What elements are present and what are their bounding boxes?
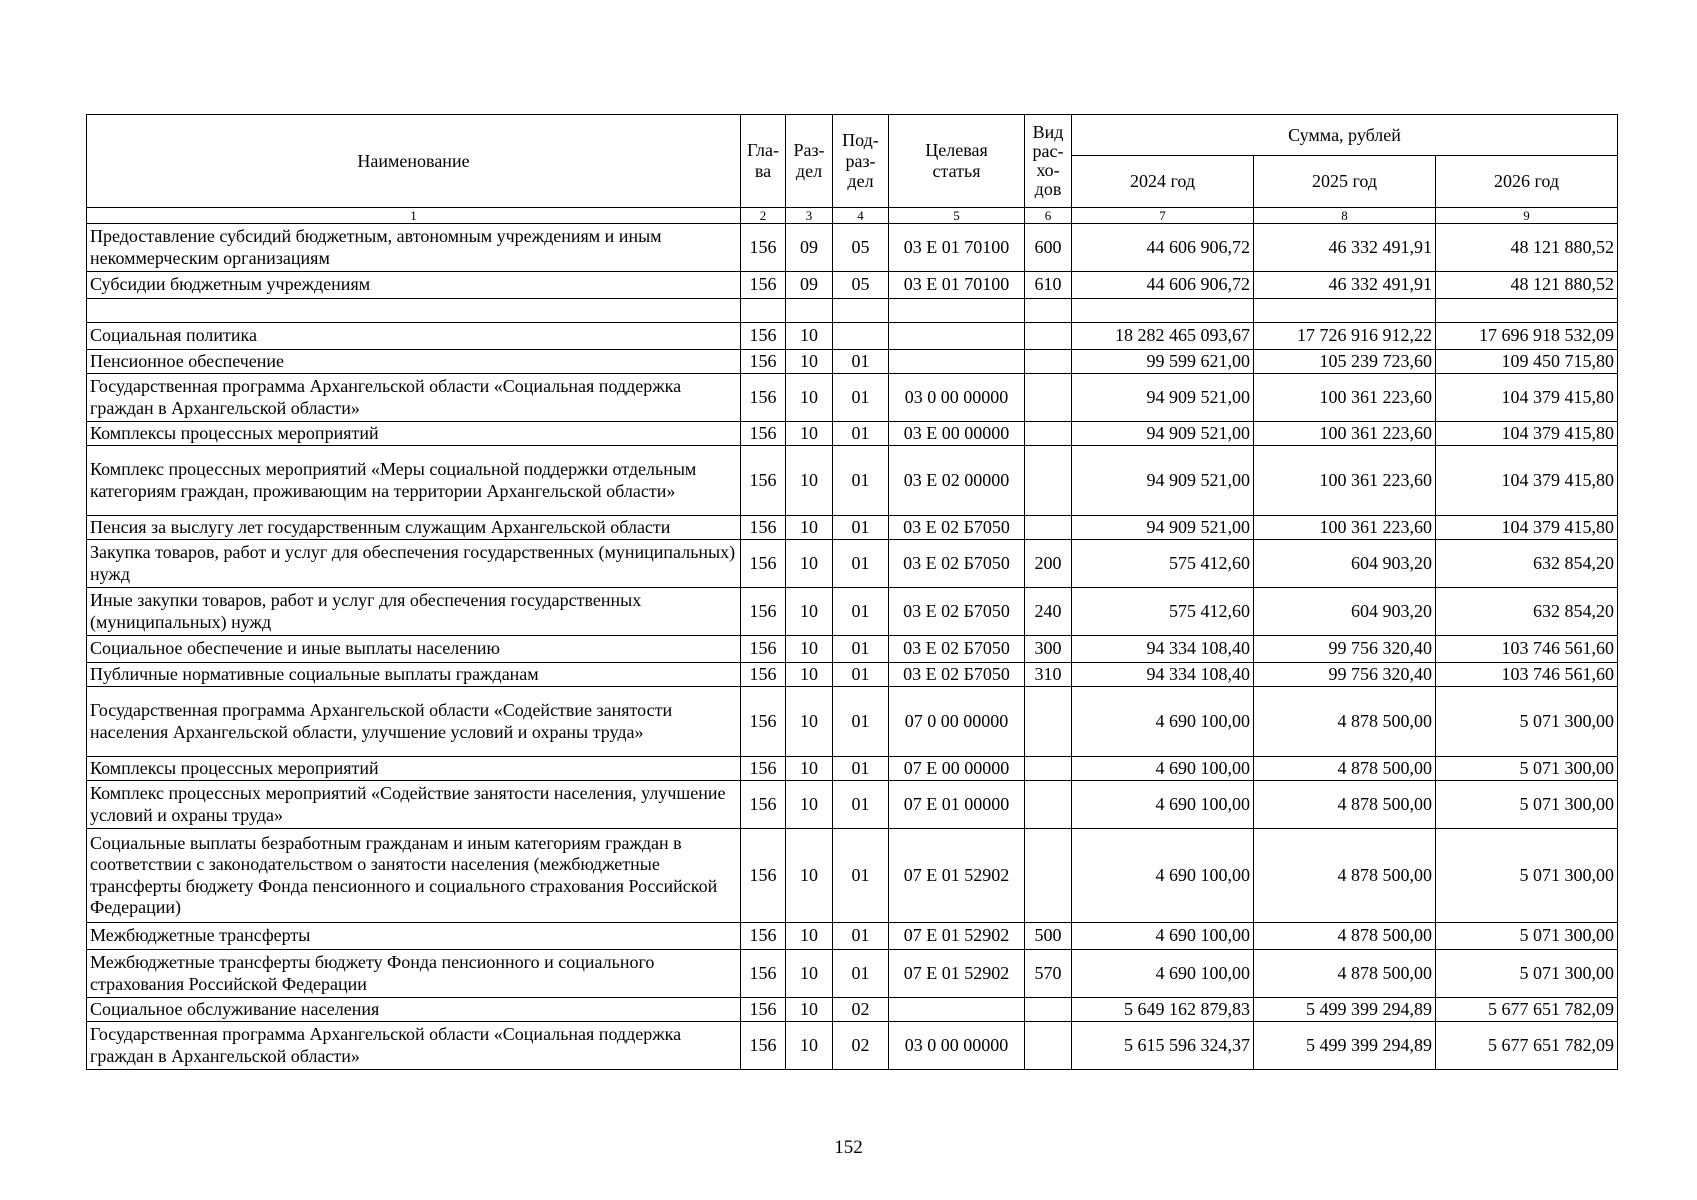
cell-celevaya-statya: 03 Е 02 Б7050 <box>889 636 1025 663</box>
header-year-2026: 2026 год <box>1436 156 1618 208</box>
budget-table <box>86 114 1618 1070</box>
cell-podrazdel: 02 <box>833 998 889 1022</box>
cell-vid-rashodov <box>1025 998 1072 1022</box>
cell-podrazdel: 01 <box>833 540 889 588</box>
table-header <box>87 115 1618 224</box>
cell-celevaya-statya: 03 Е 02 Б7050 <box>889 540 1025 588</box>
cell-glava: 156 <box>741 516 786 540</box>
table-row <box>87 781 1618 829</box>
cell-razdel: 09 <box>786 224 833 272</box>
cell-sum-2026: 103 746 561,60 <box>1436 663 1618 687</box>
cell-sum-2025: 4 878 500,00 <box>1254 687 1436 757</box>
table-row <box>87 687 1618 757</box>
column-number: 4 <box>833 208 889 224</box>
cell-razdel: 10 <box>786 663 833 687</box>
column-number: 1 <box>87 208 741 224</box>
cell-celevaya-statya: 03 Е 02 00000 <box>889 446 1025 516</box>
cell-razdel: 10 <box>786 636 833 663</box>
cell-name: Предоставление субсидий бюджетным, автономным учреждениям и иным некоммерческим организациям <box>87 224 741 272</box>
cell-podrazdel: 02 <box>833 1022 889 1070</box>
cell-podrazdel: 01 <box>833 350 889 374</box>
cell-sum-2024: 18 282 465 093,67 <box>1072 323 1254 350</box>
cell-sum-2024: 5 649 162 879,83 <box>1072 998 1254 1022</box>
cell-sum-2025: 4 878 500,00 <box>1254 923 1436 950</box>
cell-vid-rashodov: 200 <box>1025 540 1072 588</box>
cell-sum-2024: 5 615 596 324,37 <box>1072 1022 1254 1070</box>
cell-podrazdel: 01 <box>833 588 889 636</box>
table-row <box>87 272 1618 299</box>
cell-sum-2026: 48 121 880,52 <box>1436 224 1618 272</box>
cell-sum-2026: 104 379 415,80 <box>1436 446 1618 516</box>
cell-sum-2024 <box>1072 299 1254 323</box>
cell-sum-2025: 4 878 500,00 <box>1254 781 1436 829</box>
cell-razdel: 10 <box>786 687 833 757</box>
cell-name: Социальные выплаты безработным гражданам и иным категориям граждан в соответствии с законодательством о занятости населения (межбюджетные трансферты бюджету Фонда пенсионного и социального страхования Российской Федерации) <box>87 829 741 923</box>
cell-sum-2025: 100 361 223,60 <box>1254 374 1436 422</box>
cell-sum-2025: 4 878 500,00 <box>1254 950 1436 998</box>
cell-celevaya-statya: 03 Е 02 Б7050 <box>889 663 1025 687</box>
cell-celevaya-statya: 03 0 00 00000 <box>889 1022 1025 1070</box>
table-row <box>87 829 1618 923</box>
header-razdel: Раз- дел <box>786 115 833 208</box>
cell-razdel: 10 <box>786 588 833 636</box>
cell-razdel: 10 <box>786 323 833 350</box>
cell-sum-2026: 5 071 300,00 <box>1436 757 1618 781</box>
cell-sum-2024: 94 334 108,40 <box>1072 636 1254 663</box>
cell-sum-2026: 632 854,20 <box>1436 540 1618 588</box>
cell-sum-2026: 5 071 300,00 <box>1436 829 1618 923</box>
table-row <box>87 540 1618 588</box>
cell-vid-rashodov <box>1025 687 1072 757</box>
column-number: 9 <box>1436 208 1618 224</box>
cell-name: Государственная программа Архангельской области «Содействие занятости населения Архангельской области, улучшение условий и охраны труда» <box>87 687 741 757</box>
table-row <box>87 950 1618 998</box>
cell-sum-2025: 5 499 399 294,89 <box>1254 1022 1436 1070</box>
cell-sum-2024: 94 909 521,00 <box>1072 422 1254 446</box>
cell-glava: 156 <box>741 540 786 588</box>
cell-sum-2025: 4 878 500,00 <box>1254 757 1436 781</box>
cell-podrazdel: 05 <box>833 272 889 299</box>
cell-glava: 156 <box>741 422 786 446</box>
cell-sum-2025: 46 332 491,91 <box>1254 224 1436 272</box>
cell-celevaya-statya <box>889 998 1025 1022</box>
cell-vid-rashodov <box>1025 757 1072 781</box>
cell-glava: 156 <box>741 923 786 950</box>
header-year-2025: 2025 год <box>1254 156 1436 208</box>
cell-glava: 156 <box>741 224 786 272</box>
cell-name <box>87 299 741 323</box>
cell-vid-rashodov: 500 <box>1025 923 1072 950</box>
cell-razdel: 10 <box>786 1022 833 1070</box>
cell-razdel <box>786 299 833 323</box>
cell-name: Социальное обслуживание населения <box>87 998 741 1022</box>
cell-sum-2025: 5 499 399 294,89 <box>1254 998 1436 1022</box>
cell-vid-rashodov: 600 <box>1025 224 1072 272</box>
cell-sum-2024: 44 606 906,72 <box>1072 224 1254 272</box>
cell-glava: 156 <box>741 374 786 422</box>
cell-name: Пенсионное обеспечение <box>87 350 741 374</box>
cell-name: Социальная политика <box>87 323 741 350</box>
cell-glava: 156 <box>741 950 786 998</box>
cell-glava: 156 <box>741 272 786 299</box>
table-row <box>87 323 1618 350</box>
cell-sum-2026: 5 677 651 782,09 <box>1436 1022 1618 1070</box>
cell-sum-2024: 94 909 521,00 <box>1072 374 1254 422</box>
header-podrazdel: Под- раз- дел <box>833 115 889 208</box>
cell-vid-rashodov: 240 <box>1025 588 1072 636</box>
table-row <box>87 422 1618 446</box>
cell-sum-2025: 46 332 491,91 <box>1254 272 1436 299</box>
cell-glava: 156 <box>741 350 786 374</box>
cell-sum-2025: 604 903,20 <box>1254 540 1436 588</box>
cell-sum-2025: 99 756 320,40 <box>1254 663 1436 687</box>
table-row <box>87 923 1618 950</box>
cell-glava: 156 <box>741 323 786 350</box>
cell-sum-2025: 100 361 223,60 <box>1254 446 1436 516</box>
cell-razdel: 10 <box>786 950 833 998</box>
header-summa: Сумма, рублей <box>1072 115 1618 156</box>
cell-name: Иные закупки товаров, работ и услуг для обеспечения государственных (муниципальных) нужд <box>87 588 741 636</box>
cell-vid-rashodov <box>1025 516 1072 540</box>
cell-name: Комплекс процессных мероприятий «Содействие занятости населения, улучшение условий и охраны труда» <box>87 781 741 829</box>
cell-sum-2026: 5 071 300,00 <box>1436 781 1618 829</box>
cell-razdel: 10 <box>786 540 833 588</box>
cell-vid-rashodov <box>1025 350 1072 374</box>
cell-glava: 156 <box>741 757 786 781</box>
cell-sum-2024: 575 412,60 <box>1072 588 1254 636</box>
cell-sum-2024: 4 690 100,00 <box>1072 781 1254 829</box>
cell-celevaya-statya: 07 0 00 00000 <box>889 687 1025 757</box>
cell-sum-2024: 94 909 521,00 <box>1072 446 1254 516</box>
cell-podrazdel: 01 <box>833 923 889 950</box>
cell-celevaya-statya: 07 Е 01 52902 <box>889 950 1025 998</box>
cell-podrazdel <box>833 299 889 323</box>
cell-glava: 156 <box>741 446 786 516</box>
cell-razdel: 10 <box>786 781 833 829</box>
cell-razdel: 10 <box>786 350 833 374</box>
column-number: 2 <box>741 208 786 224</box>
cell-podrazdel: 05 <box>833 224 889 272</box>
cell-vid-rashodov <box>1025 829 1072 923</box>
header-vid-rashodov: Вид рас- хо- дов <box>1025 115 1072 208</box>
cell-podrazdel: 01 <box>833 757 889 781</box>
cell-razdel: 10 <box>786 446 833 516</box>
cell-celevaya-statya: 07 Е 01 52902 <box>889 829 1025 923</box>
cell-sum-2025: 100 361 223,60 <box>1254 516 1436 540</box>
column-number: 5 <box>889 208 1025 224</box>
cell-podrazdel: 01 <box>833 687 889 757</box>
table-row <box>87 588 1618 636</box>
cell-name: Социальное обеспечение и иные выплаты населению <box>87 636 741 663</box>
cell-vid-rashodov: 310 <box>1025 663 1072 687</box>
cell-celevaya-statya: 03 Е 01 70100 <box>889 272 1025 299</box>
cell-vid-rashodov <box>1025 374 1072 422</box>
cell-celevaya-statya: 03 0 00 00000 <box>889 374 1025 422</box>
cell-sum-2024: 44 606 906,72 <box>1072 272 1254 299</box>
cell-glava <box>741 299 786 323</box>
cell-sum-2025: 604 903,20 <box>1254 588 1436 636</box>
cell-celevaya-statya <box>889 323 1025 350</box>
cell-sum-2026: 5 071 300,00 <box>1436 950 1618 998</box>
cell-sum-2024: 94 909 521,00 <box>1072 516 1254 540</box>
cell-celevaya-statya: 03 Е 02 Б7050 <box>889 516 1025 540</box>
cell-podrazdel <box>833 323 889 350</box>
cell-vid-rashodov: 570 <box>1025 950 1072 998</box>
cell-sum-2026: 5 071 300,00 <box>1436 687 1618 757</box>
cell-glava: 156 <box>741 687 786 757</box>
cell-sum-2024: 94 334 108,40 <box>1072 663 1254 687</box>
cell-sum-2024: 575 412,60 <box>1072 540 1254 588</box>
cell-podrazdel: 01 <box>833 374 889 422</box>
cell-sum-2026 <box>1436 299 1618 323</box>
cell-sum-2025: 100 361 223,60 <box>1254 422 1436 446</box>
cell-vid-rashodov: 300 <box>1025 636 1072 663</box>
cell-name: Комплексы процессных мероприятий <box>87 757 741 781</box>
cell-name: Комплексы процессных мероприятий <box>87 422 741 446</box>
cell-razdel: 09 <box>786 272 833 299</box>
cell-name: Пенсия за выслугу лет государственным служащим Архангельской области <box>87 516 741 540</box>
cell-name: Комплекс процессных мероприятий «Меры социальной поддержки отдельным категориям граждан, проживающим на территории Архангельской области» <box>87 446 741 516</box>
header-name: Наименование <box>87 115 741 208</box>
cell-podrazdel: 01 <box>833 422 889 446</box>
table-row <box>87 446 1618 516</box>
table-row <box>87 757 1618 781</box>
cell-name: Закупка товаров, работ и услуг для обеспечения государственных (муниципальных) нужд <box>87 540 741 588</box>
cell-sum-2025: 99 756 320,40 <box>1254 636 1436 663</box>
cell-celevaya-statya: 03 Е 01 70100 <box>889 224 1025 272</box>
cell-celevaya-statya: 07 Е 01 00000 <box>889 781 1025 829</box>
cell-sum-2024: 4 690 100,00 <box>1072 687 1254 757</box>
cell-name: Государственная программа Архангельской области «Социальная поддержка граждан в Архангельской области» <box>87 1022 741 1070</box>
cell-sum-2026: 5 677 651 782,09 <box>1436 998 1618 1022</box>
cell-glava: 156 <box>741 663 786 687</box>
cell-razdel: 10 <box>786 923 833 950</box>
cell-podrazdel: 01 <box>833 446 889 516</box>
cell-sum-2026: 48 121 880,52 <box>1436 272 1618 299</box>
header-year-2024: 2024 год <box>1072 156 1254 208</box>
column-number: 6 <box>1025 208 1072 224</box>
cell-name: Межбюджетные трансферты <box>87 923 741 950</box>
cell-vid-rashodov <box>1025 1022 1072 1070</box>
cell-glava: 156 <box>741 829 786 923</box>
cell-razdel: 10 <box>786 829 833 923</box>
cell-sum-2025: 4 878 500,00 <box>1254 829 1436 923</box>
cell-podrazdel: 01 <box>833 516 889 540</box>
cell-celevaya-statya: 03 Е 00 00000 <box>889 422 1025 446</box>
header-celevaya-statya: Целевая статья <box>889 115 1025 208</box>
cell-name: Субсидии бюджетным учреждениям <box>87 272 741 299</box>
column-number: 8 <box>1254 208 1436 224</box>
table-row <box>87 516 1618 540</box>
table-row <box>87 350 1618 374</box>
page-number: 152 <box>834 1137 863 1158</box>
table-row <box>87 299 1618 323</box>
cell-podrazdel: 01 <box>833 636 889 663</box>
cell-sum-2026: 632 854,20 <box>1436 588 1618 636</box>
cell-vid-rashodov <box>1025 446 1072 516</box>
cell-razdel: 10 <box>786 374 833 422</box>
cell-name: Публичные нормативные социальные выплаты гражданам <box>87 663 741 687</box>
column-number-row <box>87 208 1618 224</box>
cell-sum-2025: 105 239 723,60 <box>1254 350 1436 374</box>
cell-sum-2025 <box>1254 299 1436 323</box>
cell-celevaya-statya: 07 Е 00 00000 <box>889 757 1025 781</box>
cell-glava: 156 <box>741 588 786 636</box>
cell-celevaya-statya: 03 Е 02 Б7050 <box>889 588 1025 636</box>
cell-vid-rashodov <box>1025 299 1072 323</box>
table-row <box>87 636 1618 663</box>
cell-sum-2026: 5 071 300,00 <box>1436 923 1618 950</box>
cell-name: Государственная программа Архангельской области «Социальная поддержка граждан в Архангельской области» <box>87 374 741 422</box>
cell-podrazdel: 01 <box>833 663 889 687</box>
cell-sum-2024: 4 690 100,00 <box>1072 829 1254 923</box>
cell-razdel: 10 <box>786 998 833 1022</box>
cell-razdel: 10 <box>786 757 833 781</box>
column-number: 3 <box>786 208 833 224</box>
cell-sum-2024: 4 690 100,00 <box>1072 950 1254 998</box>
cell-vid-rashodov <box>1025 422 1072 446</box>
cell-vid-rashodov <box>1025 323 1072 350</box>
cell-sum-2026: 103 746 561,60 <box>1436 636 1618 663</box>
table-row <box>87 1022 1618 1070</box>
cell-sum-2026: 104 379 415,80 <box>1436 374 1618 422</box>
cell-vid-rashodov: 610 <box>1025 272 1072 299</box>
cell-sum-2026: 109 450 715,80 <box>1436 350 1618 374</box>
table-row <box>87 374 1618 422</box>
table-row <box>87 663 1618 687</box>
column-number: 7 <box>1072 208 1254 224</box>
header-glava: Гла- ва <box>741 115 786 208</box>
cell-sum-2025: 17 726 916 912,22 <box>1254 323 1436 350</box>
cell-sum-2024: 99 599 621,00 <box>1072 350 1254 374</box>
cell-celevaya-statya <box>889 299 1025 323</box>
cell-podrazdel: 01 <box>833 829 889 923</box>
cell-sum-2026: 104 379 415,80 <box>1436 516 1618 540</box>
cell-podrazdel: 01 <box>833 781 889 829</box>
table-row <box>87 998 1618 1022</box>
cell-glava: 156 <box>741 636 786 663</box>
cell-razdel: 10 <box>786 516 833 540</box>
table-body <box>87 224 1618 1070</box>
cell-glava: 156 <box>741 1022 786 1070</box>
cell-glava: 156 <box>741 781 786 829</box>
cell-celevaya-statya <box>889 350 1025 374</box>
cell-sum-2026: 104 379 415,80 <box>1436 422 1618 446</box>
table-row <box>87 224 1618 272</box>
cell-podrazdel: 01 <box>833 950 889 998</box>
cell-sum-2024: 4 690 100,00 <box>1072 923 1254 950</box>
cell-celevaya-statya: 07 Е 01 52902 <box>889 923 1025 950</box>
cell-vid-rashodov <box>1025 781 1072 829</box>
cell-sum-2024: 4 690 100,00 <box>1072 757 1254 781</box>
cell-razdel: 10 <box>786 422 833 446</box>
cell-glava: 156 <box>741 998 786 1022</box>
cell-name: Межбюджетные трансферты бюджету Фонда пенсионного и социального страхования Российской Федерации <box>87 950 741 998</box>
cell-sum-2026: 17 696 918 532,09 <box>1436 323 1618 350</box>
